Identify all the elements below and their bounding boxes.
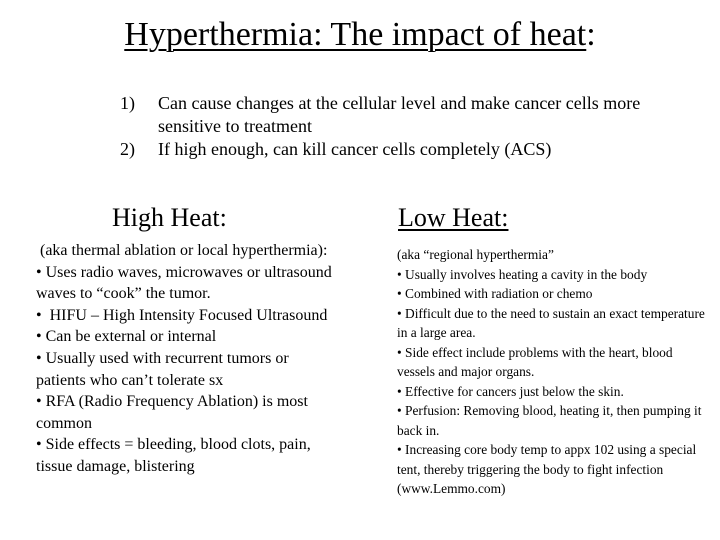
slide-title [0,16,720,54]
low-heat-intro: (aka “regional hyperthermia” [397,247,554,262]
low-heat-column [397,245,707,499]
low-heat-bullet: • Increasing core body temp to appx 102 using a special tent, thereby triggering the body to fight infection (www.Lemmo.com) [397,442,700,496]
low-heat-bullet: • Usually involves heating a cavity in the body [397,266,648,282]
high-heat-intro: (aka thermal ablation or local hyperthermia): [36,242,328,259]
high-heat-bullet: • Side effects = bleeding, blood clots, pain, tissue damage, blistering [36,436,315,475]
high-heat-bullet: • Can be external or internal [36,328,217,346]
high-heat-bullet: • Uses radio waves, microwaves or ultrasound waves to “cook” the tumor. [36,263,336,303]
low-heat-bullet: • Combined with radiation or chemo [397,286,593,301]
intro-item-number: 1) [120,93,135,113]
intro-item-2 [120,138,680,161]
intro-item-text: Can cause changes at the cellular level and make cancer cells more sensitive to treatment [158,93,641,136]
low-heat-bullet: • Difficult due to the need to sustain an exact temperature in a large area. [397,305,709,340]
high-heat-bullet: • Usually used with recurrent tumors or patients who can’t tolerate sx [36,349,293,389]
high-heat-bullet: • RFA (Radio Frequency Ablation) is most common [36,393,312,432]
low-heat-bullet: • Effective for cancers just below the skin. [397,383,624,399]
high-heat-heading: High Heat: [112,203,227,232]
slide-title-text: Hyperthermia: The impact of heat [124,16,587,53]
high-heat-bullet: • HIFU – High Intensity Focused Ultrasound [36,306,328,324]
intro-item-text: If high enough, can kill cancer cells completely (ACS) [158,139,552,159]
low-heat-bullet: • Side effect include problems with the heart, blood vessels and major organs. [397,344,676,379]
intro-item-number: 2) [120,139,135,159]
intro-item-1 [120,92,680,138]
low-heat-heading: Low Heat: [398,203,509,232]
slide-title-colon: : [586,16,596,53]
high-heat-column [36,240,336,478]
intro-list [120,92,680,161]
low-heat-bullet: • Perfusion: Removing blood, heating it, then pumping it back in. [397,403,705,438]
